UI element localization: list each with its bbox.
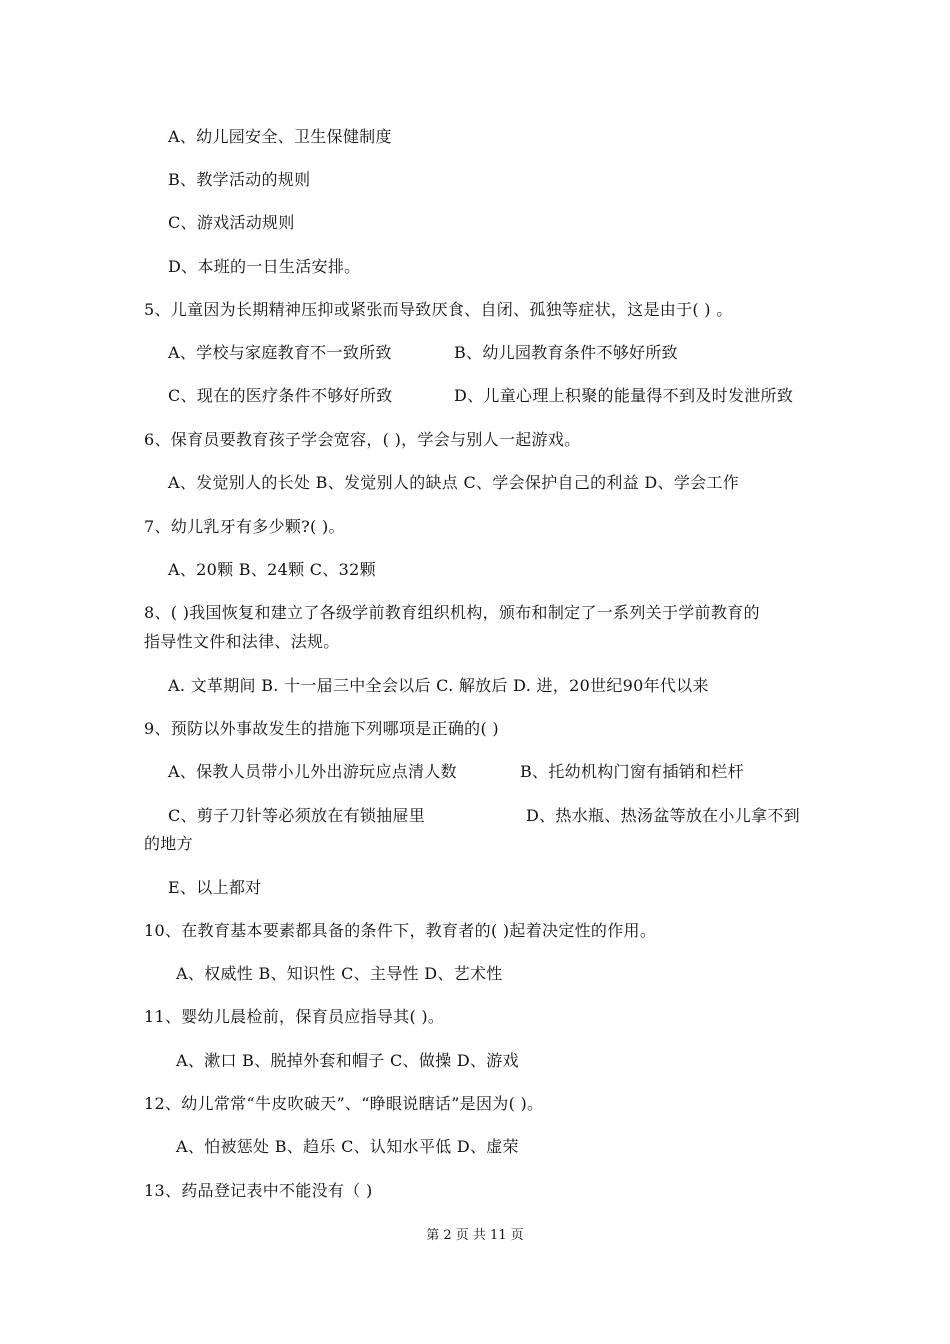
q7-stem: 7、幼儿乳牙有多少颗?( )。 [144, 517, 345, 536]
q12-stem: 12、幼儿常常“牛皮吹破天”、“睁眼说瞎话”是因为( )。 [144, 1094, 544, 1113]
q5-stem: 5、儿童因为长期精神压抑或紧张而导致厌食、自闭、孤独等症状，这是由于( ) 。 [144, 300, 733, 319]
q9-option-d: D、热水瓶、热汤盆等放在小儿拿不到 [526, 806, 800, 825]
q10-stem: 10、在教育基本要素都具备的条件下，教育者的( )起着决定性的作用。 [144, 921, 657, 940]
q5-option-a: A、学校与家庭教育不一致所致 [168, 343, 392, 362]
q8-stem-line2: 指导性文件和法律、法规。 [144, 632, 340, 651]
q9-option-b: B、托幼机构门窗有插销和栏杆 [520, 762, 744, 781]
q6-stem: 6、保育员要教育孩子学会宽容，( )，学会与别人一起游戏。 [144, 430, 581, 449]
q13-stem: 13、药品登记表中不能没有（ ) [144, 1181, 373, 1200]
q9-option-d-continued: 的地方 [144, 834, 193, 853]
q5-option-d: D、儿童心理上积聚的能量得不到及时发泄所致 [454, 386, 794, 405]
q11-stem: 11、婴幼儿晨检前，保育员应指导其( )。 [144, 1007, 445, 1026]
q8-stem-line1: 8、( )我国恢复和建立了各级学前教育组织机构，颁布和制定了一系列关于学前教育的 [144, 603, 760, 622]
q7-options: A、20颗 B、24颗 C、32颗 [168, 560, 376, 579]
q9-option-e: E、以上都对 [168, 878, 262, 897]
q5-option-b: B、幼儿园教育条件不够好所致 [454, 343, 678, 362]
page-footer: 第 2 页 共 11 页 [426, 1228, 524, 1243]
q10-options: A、权威性 B、知识性 C、主导性 D、艺术性 [176, 964, 503, 983]
q8-options: A. 文革期间 B. 十一届三中全会以后 C. 解放后 D. 进，20世纪90年代以来 [168, 676, 709, 695]
q4-option-b: B、教学活动的规则 [168, 170, 311, 189]
q11-options: A、漱口 B、脱掉外套和帽子 C、做操 D、游戏 [176, 1051, 519, 1070]
q4-option-c: C、游戏活动规则 [168, 213, 295, 232]
q9-option-a: A、保教人员带小儿外出游玩应点清人数 [168, 762, 457, 781]
q9-stem: 9、预防以外事故发生的措施下列哪项是正确的( ) [144, 719, 499, 738]
q4-option-d: D、本班的一日生活安排。 [168, 257, 361, 276]
q5-option-c: C、现在的医疗条件不够好所致 [168, 386, 393, 405]
q6-options: A、发觉别人的长处 B、发觉别人的缺点 C、学会保护自己的利益 D、学会工作 [168, 473, 740, 492]
q4-option-a: A、幼儿园安全、卫生保健制度 [168, 127, 392, 146]
q9-option-c: C、剪子刀针等必须放在有锁抽屉里 [168, 806, 426, 825]
q12-options: A、怕被惩处 B、趋乐 C、认知水平低 D、虚荣 [176, 1137, 519, 1156]
